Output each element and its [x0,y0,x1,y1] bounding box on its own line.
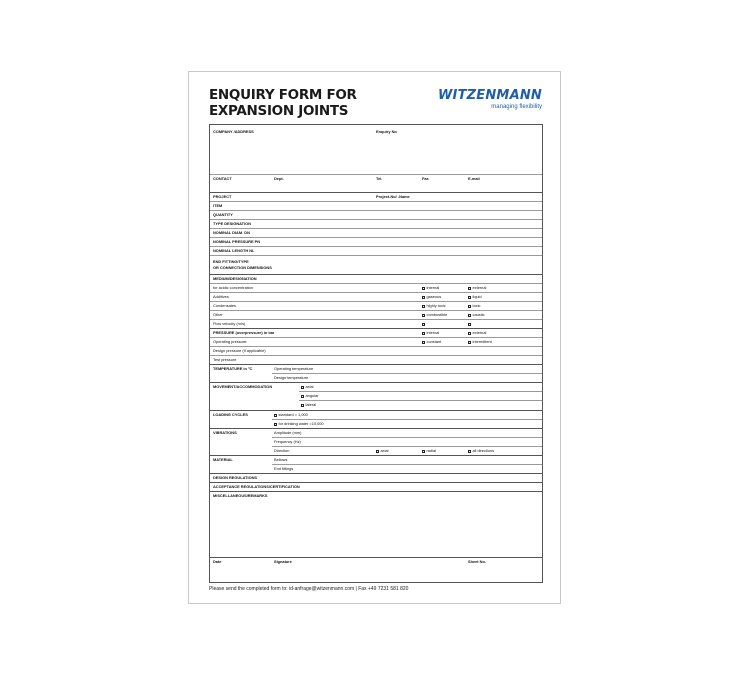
checkbox-liquid[interactable]: liquid [468,294,482,299]
checkbox-lateral[interactable]: lateral [301,402,316,407]
checkbox-constant[interactable]: constant [422,339,441,344]
checkbox-icon [468,287,471,290]
label-company-address: COMPANY /ADDRESS [213,129,254,134]
checkbox-icon [468,450,471,453]
enquiry-form-sheet [188,71,561,604]
label-design-regulations: DESIGN REGULATIONS [213,475,258,480]
checkbox-icon [468,332,471,335]
label-dept: Dept. [274,176,284,181]
label-type-designation: TYPE DESIGNATION [213,221,251,226]
label-contact: CONTACT [213,176,232,181]
label-connection-dimensions: OR CONNECTION DIMENSIONS [213,265,272,270]
brand-tagline: managing flexibility [491,104,542,110]
checkbox-icon [301,404,304,407]
title-line-1: ENQUIRY FORM FOR [209,87,357,103]
checkbox-icon [422,341,425,344]
label-quantity: QUANTITY [213,212,233,217]
checkbox-external[interactable]: external [468,285,486,290]
checkbox-combustible[interactable]: combustible [422,312,447,317]
label-tel: Tel. [376,176,383,181]
label-acceptance: ACCEPTANCE REGULATIONS/CERTIFICATION [213,484,300,489]
checkbox-icon [422,323,425,326]
label-design-pressure: Design pressure (if applicable) [213,348,266,353]
checkbox-blank[interactable] [468,321,473,326]
label-miscellaneous: MISCELLANEOUS/REMARKS [213,493,268,498]
label-movement: MOVEMENT/ACCOMMODATION [213,384,273,389]
label-item: ITEM [213,203,223,208]
label-flow-velocity: Flow velocity (m/s) [213,321,246,326]
label-vibrations: VIBRATIONS [213,430,237,435]
checkbox-highly-toxic[interactable]: highly toxic [422,303,446,308]
row-divider [210,192,542,193]
checkbox-direction-all[interactable]: all directions [468,448,494,453]
checkbox-pressure-internal[interactable]: internal [422,330,439,335]
form-table [209,124,543,583]
label-direction: Direction [274,448,290,453]
checkbox-icon [422,314,425,317]
checkbox-icon [468,296,471,299]
checkbox-icon [301,395,304,398]
label-date: Date [213,559,222,564]
label-enquiry-no: Enquiry No [376,129,397,134]
label-temperature: TEMPERATURE in °C [213,366,253,371]
checkbox-cycles-drinking-water[interactable]: for drinking water =10,000 [274,421,324,426]
checkbox-icon [274,414,277,417]
row-divider [210,174,542,175]
label-pressure: PRESSURE (overpressure) in bar [213,330,275,335]
checkbox-toxic[interactable]: toxic [468,303,481,308]
label-material: MATERIAL [213,457,233,462]
checkbox-icon [301,386,304,389]
checkbox-icon [468,341,471,344]
checkbox-caustic[interactable]: caustic [468,312,485,317]
label-frequency: Frequency (Hz) [274,439,301,444]
label-other: Other [213,312,223,317]
label-additives: Additives [213,294,229,299]
label-amplitude: Amplitude (mm) [274,430,302,435]
checkbox-icon [422,450,425,453]
label-test-pressure: Test pressure [213,357,237,362]
checkbox-icon [468,314,471,317]
label-operating-temperature: Operating temperature [274,366,314,371]
footer-note: Please send the completed form to: id-anfrage@witzenmann.com | Fax +49 7231 581 820 [209,586,409,592]
checkbox-gaseous[interactable]: gaseous [422,294,441,299]
label-project: PROJECT [213,194,232,199]
label-design-temperature: Design temperature [274,375,309,380]
label-fax: Fax [422,176,429,181]
label-end-fitting: END FITTING/TYPE [213,259,249,264]
checkbox-icon [274,423,277,426]
checkbox-direction-radial[interactable]: radial [422,448,436,453]
brand-name: WITZENMANN [438,88,542,103]
label-medium: MEDIUM/DESIGNATION [213,276,257,281]
label-acidic: for acidic concentration [213,285,254,290]
checkbox-internal[interactable]: internal [422,285,439,290]
label-nominal-pressure: NOMINAL PRESSURE PN [213,239,261,244]
checkbox-icon [422,287,425,290]
label-end-fittings: End fittings [274,466,294,471]
brand-logo [438,88,542,111]
form-title [209,87,357,119]
label-condensates: Condensates [213,303,236,308]
label-project-name: Project-No/ -Name [376,194,410,199]
label-nominal-diam: NOMINAL DIAM. DN [213,230,250,235]
checkbox-icon [422,296,425,299]
checkbox-icon [422,305,425,308]
label-bellows: Bellows [274,457,288,462]
checkbox-intermittent[interactable]: intermittent [468,339,492,344]
checkbox-direction-axial[interactable]: axial [376,448,389,453]
checkbox-pressure-external[interactable]: external [468,330,486,335]
checkbox-icon [468,305,471,308]
label-operating-pressure: Operating pressure: [213,339,248,344]
checkbox-angular[interactable]: angular [301,393,318,398]
label-email: E-mail [468,176,480,181]
checkbox-icon [422,332,425,335]
checkbox-cycles-standard[interactable]: standard = 1,000 [274,412,308,417]
checkbox-axial[interactable]: axial [301,384,314,389]
checkbox-icon [376,450,379,453]
title-line-2: EXPANSION JOINTS [209,103,349,119]
checkbox-icon [468,323,471,326]
checkbox-blank[interactable] [422,321,427,326]
label-signature: Signature [274,559,292,564]
label-sheet-no: Sheet No. [468,559,486,564]
label-nominal-length: NOMINAL LENGTH NL [213,248,255,253]
label-loading-cycles: LOADING CYCLES [213,412,248,417]
